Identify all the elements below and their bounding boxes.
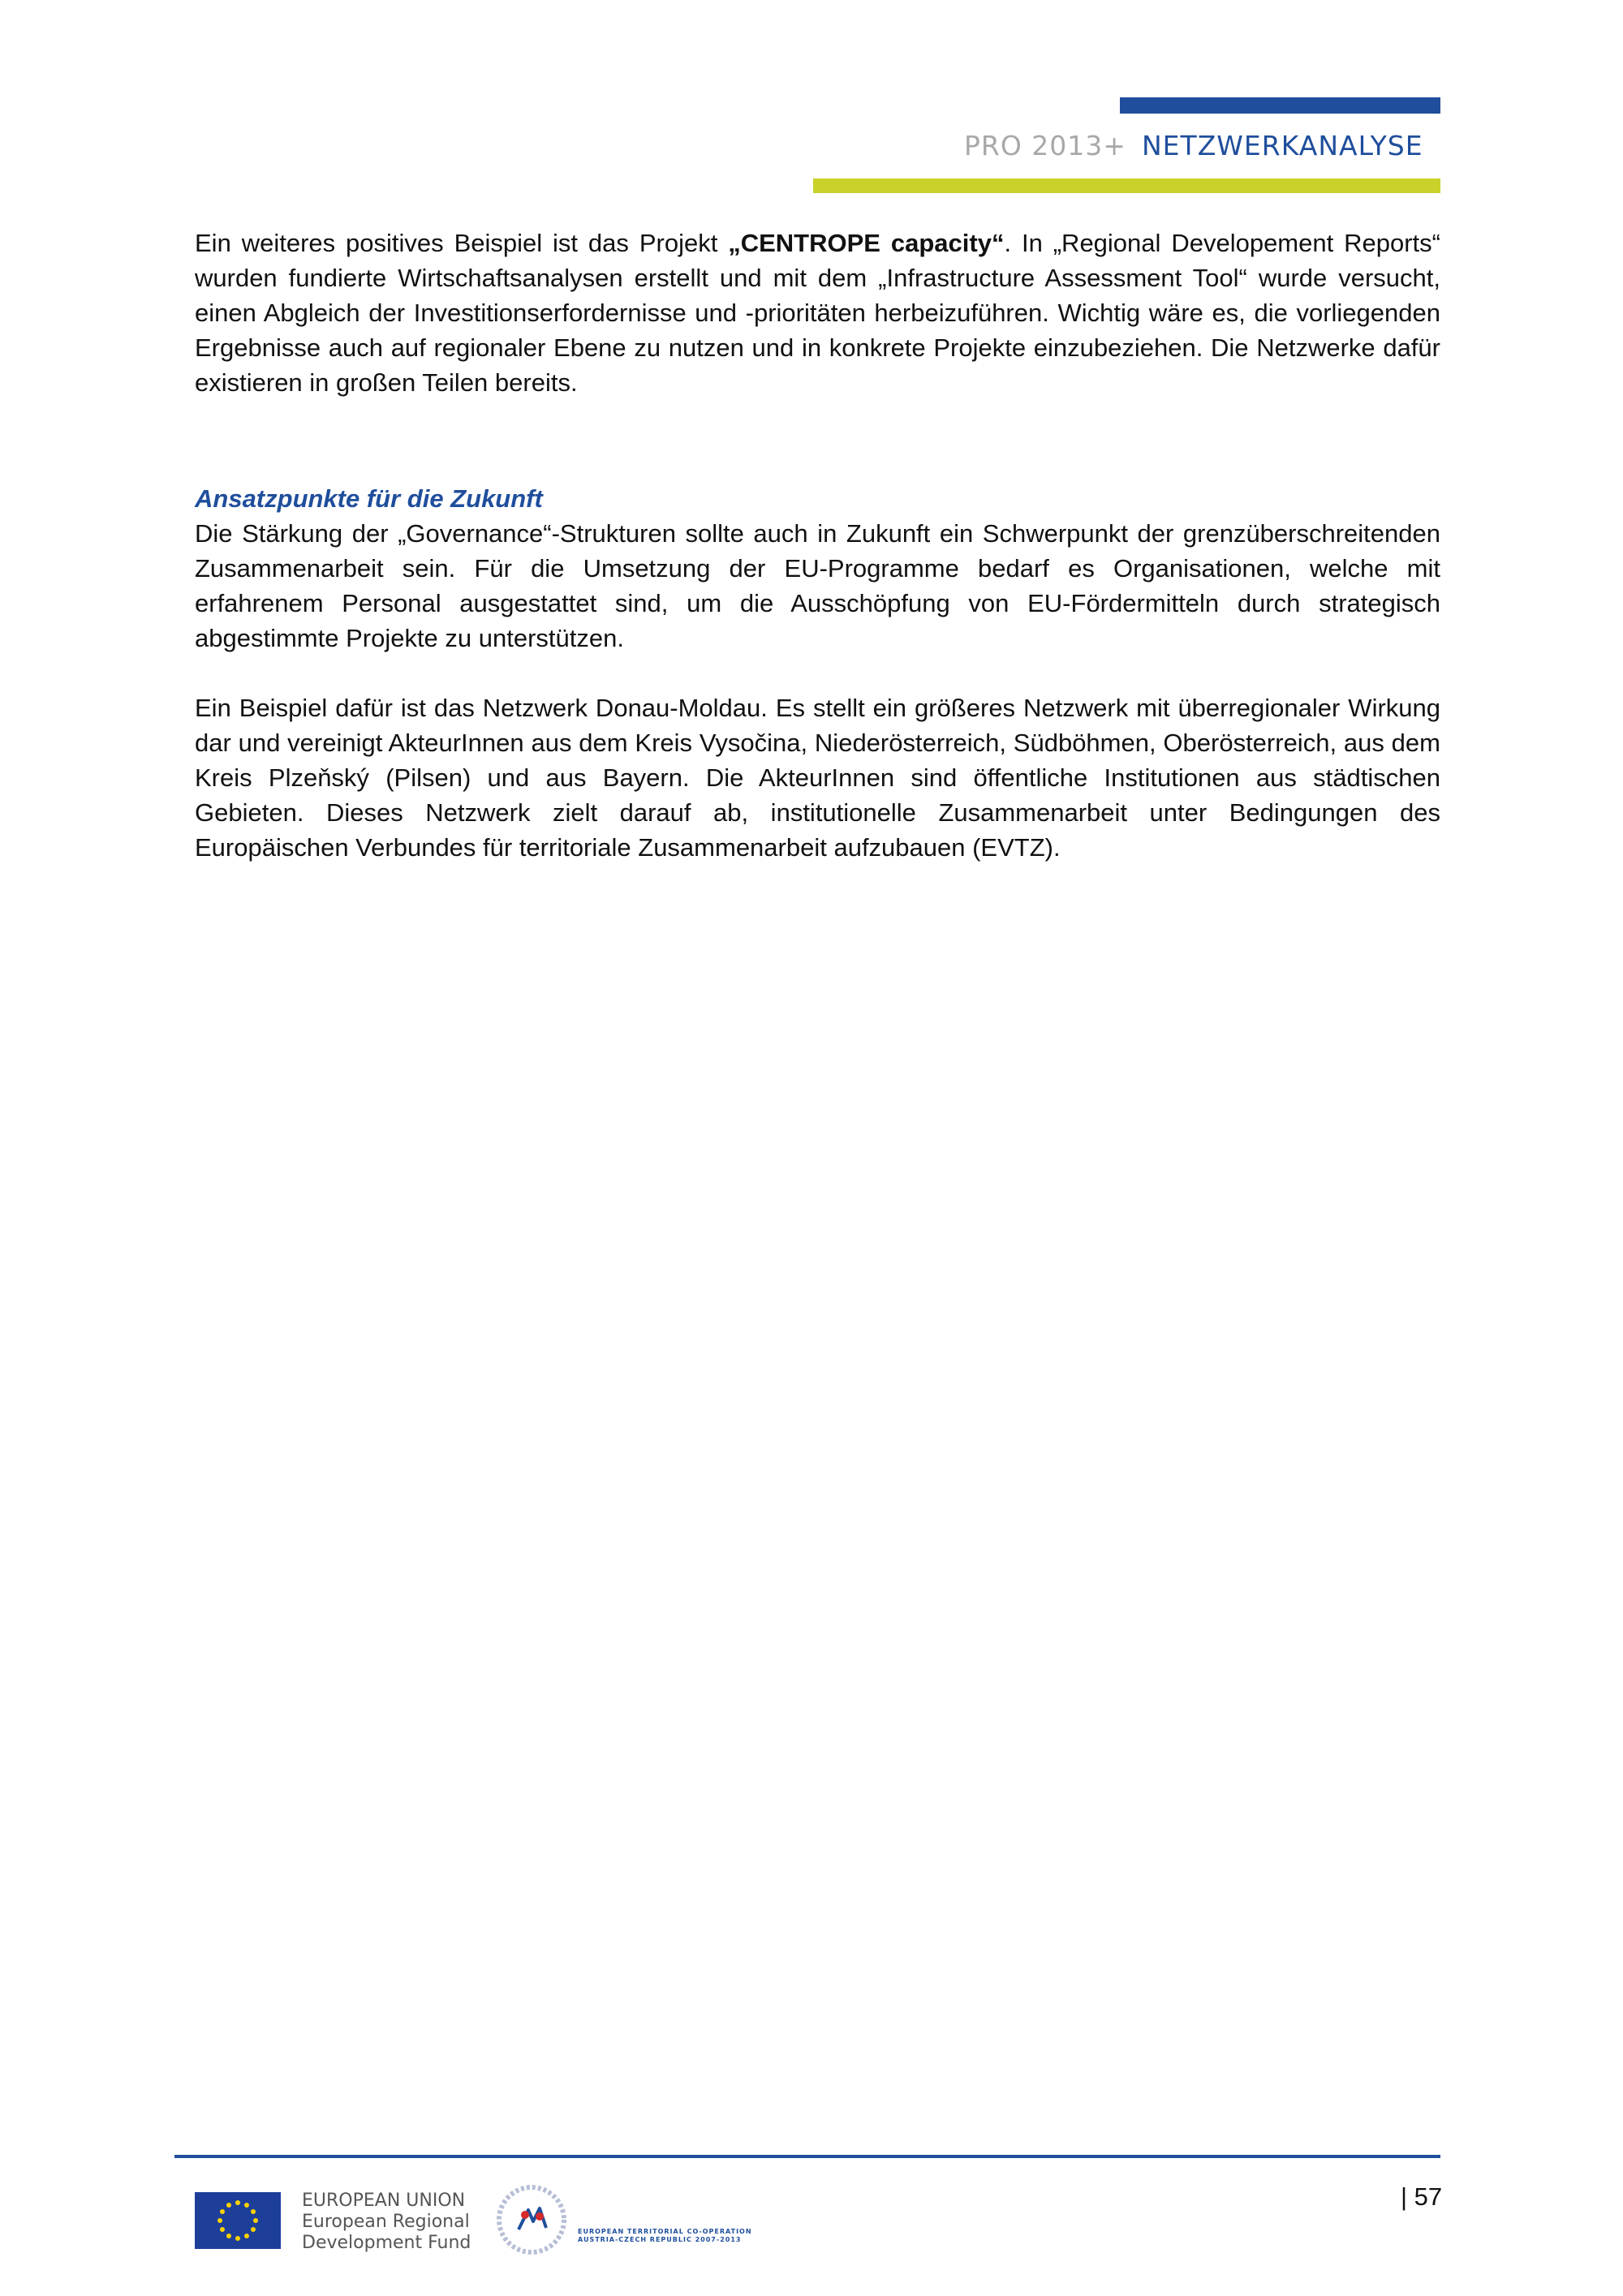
eu-text-line1: EUROPEAN UNION bbox=[302, 2191, 466, 2211]
paragraph-governance: Die Stärkung der „Governance“-Strukturen sollte auch in Zukunft ein Schwerpunkt der grenzüberschreitenden Zusammenarbeit sein. Für die Umsetzung der EU-Programme bedarf es Organisationen, welche mit erfahrenem Personal ausgestattet sind, um die Ausschöpfung von EU-Fördermitteln durch strategisch abgestimmte Projekte zu unterstützen. bbox=[195, 519, 1440, 652]
header-pro-label: PRO 2013+ bbox=[964, 130, 1126, 161]
document-body bbox=[195, 226, 1440, 865]
section-heading: Ansatzpunkte für die Zukunft bbox=[195, 484, 543, 513]
footer-divider bbox=[174, 2155, 1440, 2158]
paragraph-donau-moldau: Ein Beispiel dafür ist das Netzwerk Donau-Moldau. Es stellt ein größeres Netzwerk mit überregionaler Wirkung dar und vereinigt AkteurInnen aus dem Kreis Vysočina, Niederösterreich, Südböhmen, Oberösterreich, aus dem Kreis Plzeňský (Pilsen) und aus Bayern. Die AkteurInnen sind öffentliche Institutionen aus städtischen Gebieten. Dieses Netzwerk zielt darauf ab, institutionelle Zusammenarbeit unter Bedingungen des Europäischen Verbundes für territoriale Zusammenarbeit aufzubauen (EVTZ). bbox=[195, 694, 1440, 862]
page-number: | 57 bbox=[1401, 2182, 1443, 2211]
paragraph-centrope bbox=[195, 226, 1440, 400]
eu-fund-text bbox=[302, 2191, 471, 2254]
coop-text-line2: AUSTRIA-CZECH REPUBLIC 2007-2013 bbox=[578, 2236, 742, 2243]
project-name-centrope: „CENTROPE capacity“ bbox=[728, 229, 1005, 257]
header-green-bar bbox=[813, 178, 1440, 193]
paragraph-centrope-rest: . In „Regional Developement Reports“ wurden fundierte Wirtschaftsanalysen erstellt und mit dem „Infrastructure Assessment Tool“ wurde versucht, einen Abgleich der Investitionserfordernisse und -prioritäten herbeizuführen. Wichtig wäre es, die vorliegenden Ergebnisse auch auf regionaler Ebene zu nutzen und in konkrete Projekte einzubeziehen. Die Netzwerke dafür existieren in großen Teilen bereits. bbox=[195, 229, 1440, 397]
eu-flag-logo bbox=[195, 2192, 281, 2249]
header-title: NETZWERKANALYSE bbox=[1142, 130, 1423, 161]
eu-text-line3: Development Fund bbox=[302, 2233, 471, 2253]
coop-text-line1: EUROPEAN TERRITORIAL CO-OPERATION bbox=[578, 2228, 752, 2235]
cooperation-logo bbox=[491, 2179, 572, 2260]
cooperation-text bbox=[578, 2228, 752, 2244]
paragraph-centrope-intro: Ein weiteres positives Beispiel ist das Projekt bbox=[195, 229, 729, 257]
header-blue-bar bbox=[1120, 97, 1440, 114]
eu-text-line2: European Regional bbox=[302, 2212, 470, 2232]
